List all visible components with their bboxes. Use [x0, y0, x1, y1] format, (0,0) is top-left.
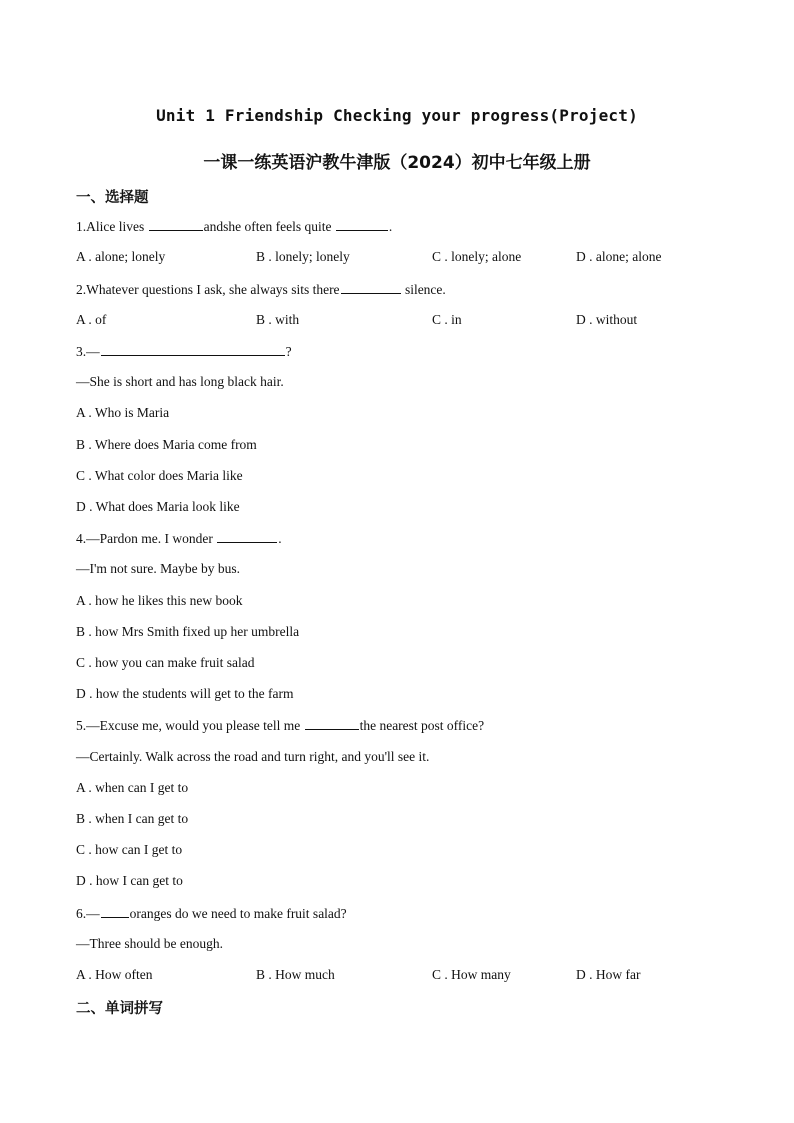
question-6-reply: —Three should be enough. [76, 936, 223, 951]
option-c: C . What color does Maria like [76, 468, 243, 483]
answer-blank [217, 529, 277, 543]
answer-blank [305, 716, 359, 730]
option-c: C . in [432, 312, 462, 327]
option-d: D . alone; alone [576, 249, 662, 264]
option-a: A . alone; lonely [76, 249, 166, 264]
answer-blank [336, 217, 388, 231]
question-2-options [76, 311, 716, 329]
document-title: Unit 1 Friendship Checking your progress(Project) [156, 106, 638, 125]
question-1-stem: 1.Alice lives andshe often feels quite . [76, 219, 393, 234]
option-c: C . how you can make fruit salad [76, 655, 255, 670]
question-4-reply: —I'm not sure. Maybe by bus. [76, 561, 241, 576]
option-b: B . How much [256, 967, 335, 982]
option-d: D . how I can get to [76, 873, 183, 888]
question-5-stem: 5.—Excuse me, would you please tell me the nearest post office? [76, 718, 485, 733]
answer-blank [101, 904, 129, 918]
option-a: A . of [76, 312, 107, 327]
option-d: D . how the students will get to the farm [76, 686, 294, 701]
option-a: A . when can I get to [76, 780, 189, 795]
option-a: A . how he likes this new book [76, 593, 243, 608]
question-6-options [76, 966, 716, 984]
option-c: C . lonely; alone [432, 249, 522, 264]
question-3-reply: —She is short and has long black hair. [76, 374, 284, 389]
option-a: A . How often [76, 967, 153, 982]
question-1-options [76, 248, 716, 266]
section-heading-multiple-choice: 一、选择题 [76, 190, 149, 206]
question-2-stem: 2.Whatever questions I ask, she always sits there silence. [76, 282, 446, 297]
question-5-reply: —Certainly. Walk across the road and turn right, and you'll see it. [76, 749, 430, 764]
document-subtitle: 一课一练英语沪教牛津版（2024）初中七年级上册 [203, 153, 591, 173]
option-b: B . when I can get to [76, 811, 189, 826]
option-d: D . How far [576, 967, 641, 982]
question-4-stem: 4.—Pardon me. I wonder . [76, 531, 282, 546]
option-a: A . Who is Maria [76, 405, 170, 420]
section-heading-spelling: 二、单词拼写 [76, 1001, 163, 1017]
answer-blank [101, 342, 285, 356]
question-6-stem: 6.— oranges do we need to make fruit salad? [76, 906, 347, 921]
option-c: C . how can I get to [76, 842, 183, 857]
option-b: B . with [256, 312, 300, 327]
answer-blank [341, 280, 401, 294]
question-3-stem: 3.— ? [76, 344, 292, 359]
option-b: B . Where does Maria come from [76, 437, 257, 452]
option-b: B . lonely; lonely [256, 249, 350, 264]
option-d: D . What does Maria look like [76, 499, 240, 514]
option-c: C . How many [432, 967, 511, 982]
option-d: D . without [576, 312, 638, 327]
answer-blank [149, 217, 203, 231]
option-b: B . how Mrs Smith fixed up her umbrella [76, 624, 300, 639]
